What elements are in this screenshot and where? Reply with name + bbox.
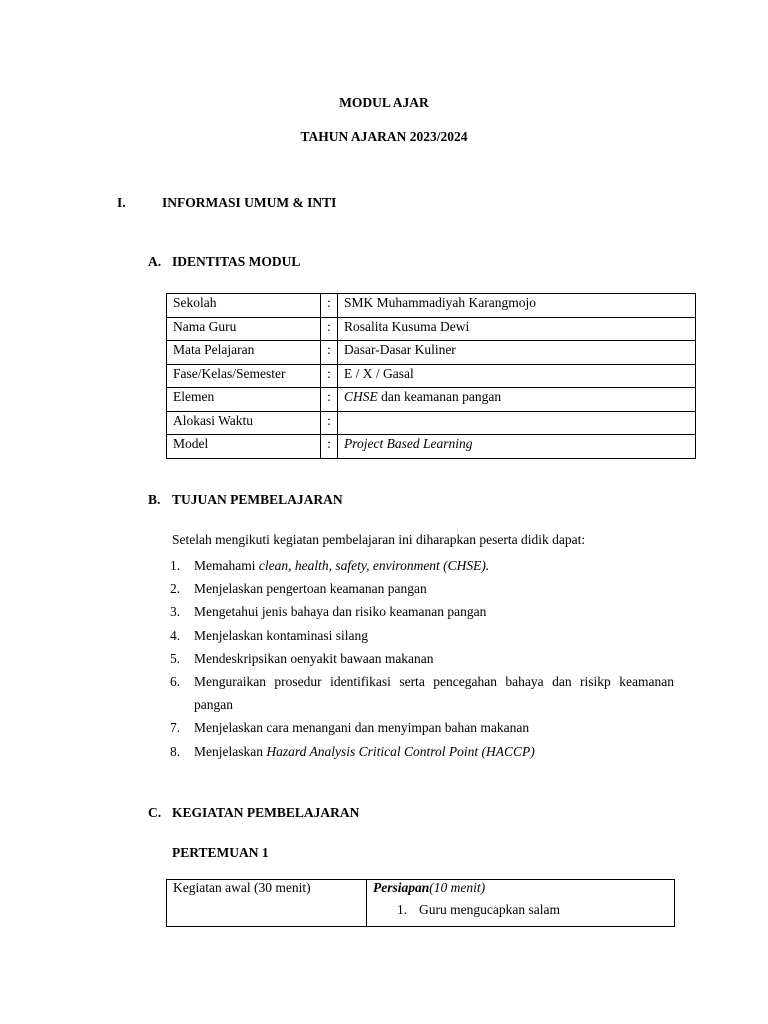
item-text-italic: clean, health, safety, environment (CHSE). — [258, 558, 490, 573]
section-number: I. — [117, 195, 126, 210]
subsection-title: TUJUAN PEMBELAJARAN — [172, 492, 343, 507]
table-row — [167, 411, 696, 435]
row-label: Fase/Kelas/Semester — [167, 364, 321, 388]
item-text-italic: Hazard Analysis Critical Control Point (HACCP) — [266, 743, 535, 759]
table-row — [167, 880, 675, 927]
row-separator: : — [321, 341, 338, 365]
tujuan-list — [170, 554, 674, 763]
step-number: 1. — [397, 902, 408, 917]
item-number: 6. — [170, 674, 181, 690]
table-row — [167, 294, 696, 318]
table-row — [167, 364, 696, 388]
document-title: MODUL AJAR — [339, 95, 429, 110]
academic-year: TAHUN AJARAN 2023/2024 — [300, 129, 468, 144]
item-text: Menjelaskan pengertoan keamanan pangan — [194, 581, 427, 597]
subsection-kegiatan-heading — [148, 805, 359, 821]
item-text: Menjelaskan — [194, 743, 267, 759]
item-number: 7. — [170, 720, 181, 736]
subsection-tujuan-heading — [148, 492, 343, 508]
item-text: Menguraikan prosedur identifikasi serta pencegahan bahaya dan risikp keamanan pangan — [194, 674, 674, 713]
row-separator: : — [321, 388, 338, 412]
row-label: Mata Pelajaran — [167, 341, 321, 365]
step-text: Guru mengucapkan salam — [419, 902, 560, 917]
item-text: Memahami — [194, 558, 259, 573]
subsection-letter: A. — [148, 254, 162, 269]
item-text: Menjelaskan cara menangani dan menyimpan bahan makanan — [194, 720, 530, 736]
row-separator: : — [321, 435, 338, 459]
row-value: Dasar-Dasar Kuliner — [338, 341, 696, 365]
table-row — [167, 388, 696, 412]
activity-phase: Kegiatan awal (30 menit) — [167, 880, 367, 927]
list-item — [170, 554, 674, 577]
row-value-italic: CHSE — [344, 389, 378, 404]
item-number: 3. — [170, 604, 181, 620]
row-label: Sekolah — [167, 294, 321, 318]
tujuan-intro: Setelah mengikuti kegiatan pembelajaran ini diharapkan peserta didik dapat: — [172, 532, 586, 547]
subsection-letter: C. — [148, 805, 162, 820]
row-separator: : — [321, 294, 338, 318]
row-separator: : — [321, 411, 338, 435]
row-separator: : — [321, 317, 338, 341]
row-value — [338, 388, 696, 412]
list-item — [170, 624, 674, 647]
row-label: Alokasi Waktu — [167, 411, 321, 435]
item-text: Mendeskripsikan oenyakit bawaan makanan — [194, 650, 434, 666]
item-number: 1. — [170, 558, 181, 573]
table-row — [167, 341, 696, 365]
item-number: 8. — [170, 743, 181, 759]
item-number: 2. — [170, 581, 181, 597]
row-value — [338, 411, 696, 435]
activity-detail — [367, 880, 675, 927]
pertemuan-heading: PERTEMUAN 1 — [172, 845, 269, 860]
row-separator: : — [321, 364, 338, 388]
list-item — [170, 670, 674, 716]
item-number: 5. — [170, 650, 181, 666]
subsection-identitas-heading — [148, 254, 300, 270]
subsection-letter: B. — [148, 492, 161, 507]
row-value — [338, 435, 696, 459]
row-label: Nama Guru — [167, 317, 321, 341]
list-item — [170, 647, 674, 670]
item-text: Mengetahui jenis bahaya dan risiko keamanan pangan — [194, 604, 487, 620]
activity-step — [373, 902, 668, 918]
list-item — [170, 740, 674, 763]
section-title: INFORMASI UMUM & INTI — [162, 195, 337, 210]
row-value: Rosalita Kusuma Dewi — [338, 317, 696, 341]
row-label: Elemen — [167, 388, 321, 412]
activity-heading: Persiapan — [373, 880, 430, 895]
identitas-table — [166, 293, 696, 459]
row-value-text: dan keamanan pangan — [377, 389, 502, 404]
kegiatan-table — [166, 879, 675, 927]
item-number: 4. — [170, 627, 181, 643]
row-value: E / X / Gasal — [338, 364, 696, 388]
table-row — [167, 435, 696, 459]
row-label: Model — [167, 435, 321, 459]
table-row — [167, 317, 696, 341]
subsection-title: KEGIATAN PEMBELAJARAN — [172, 805, 360, 820]
activity-duration: (10 menit) — [429, 880, 486, 895]
list-item — [170, 577, 674, 600]
list-item — [170, 716, 674, 739]
subsection-title: IDENTITAS MODUL — [172, 254, 301, 269]
list-item — [170, 600, 674, 623]
row-value-italic: Project Based Learning — [344, 436, 473, 451]
item-text: Menjelaskan kontaminasi silang — [194, 627, 368, 643]
row-value: SMK Muhammadiyah Karangmojo — [338, 294, 696, 318]
